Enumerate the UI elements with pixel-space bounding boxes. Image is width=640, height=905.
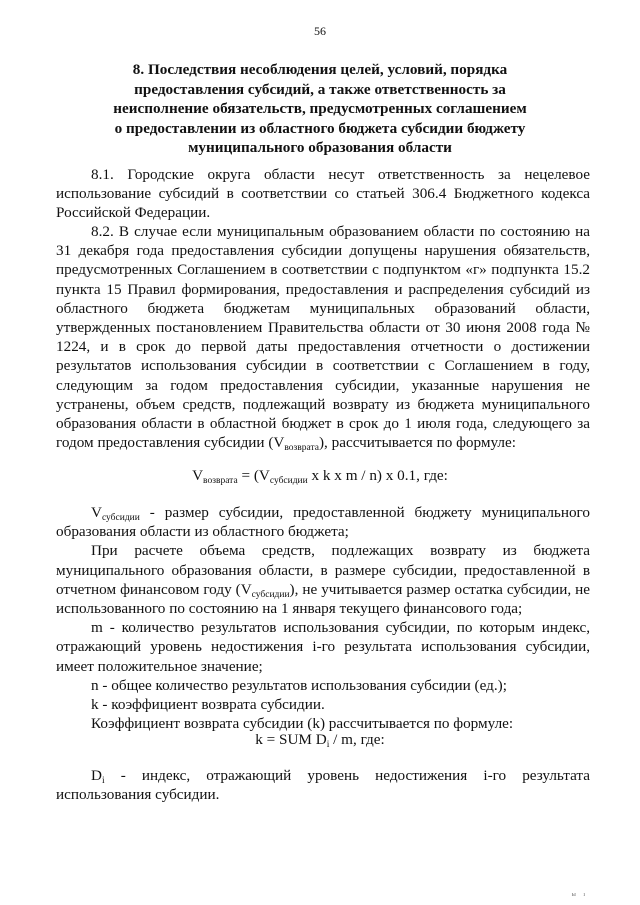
k-formula: k = SUM $D_i$ / m, где: xyxy=(255,731,385,750)
definition-d: $D_i$ - индекс, отражающий уровень недостижения i-го результата использования субсидии. xyxy=(56,767,590,804)
paragraph-8-2 xyxy=(56,222,590,452)
definition-k: k - коэффициент возврата субсидии. xyxy=(91,696,325,714)
paragraph-calculation-note: При расчете объема средств, подлежащих возврату из бюджета муниципального образования области, в размере субсидии, предоставленной в отчетном финансовом году $(V_{субсидии})$, не учитывается размер остатка субсидии, не использованного по состоянию на 1 января текущего финансового года; xyxy=(56,542,590,618)
definition-n: n - общее количество результатов использования субсидии (ед.); xyxy=(91,676,507,694)
section-heading: 8. Последствия несоблюдения целей, условий, порядка предоставления субсидий, а также ответственность за неисполнение обязательств, предусмотренных соглашением о предоставлении из областного бюджета субсидии бюджету муниципального образования области xyxy=(113,61,527,156)
paragraph-8-1-block xyxy=(56,165,590,223)
definition-m: m - количество результатов использования субсидии, по которым индекс, отражающий уровень недостижения i-го результата использования субсидии, имеет положительное значение; xyxy=(56,619,590,675)
definition-d-block xyxy=(56,766,590,804)
footer-mark: ы ı xyxy=(571,892,588,898)
paragraph-k-formula-intro: Коэффициент возврата субсидии (k) рассчитывается по формуле: xyxy=(91,715,514,733)
paragraph-8-2-block xyxy=(56,222,590,452)
paragraph-8-2-tail: ), рассчитывается по формуле: xyxy=(319,434,516,452)
page-number: 56 xyxy=(314,24,326,38)
definitions-block xyxy=(56,503,590,733)
definition-v-subsidy: $V_{субсидии}$ - размер субсидии, предоставленной бюджету муниципального образования области из областного бюджета; xyxy=(56,504,590,541)
return-formula: $V_{возврата} = (V_{субсидии}$ x k x m / n) x 0.1, где: xyxy=(192,467,448,486)
paragraph-8-1: 8.1. Городские округа области несут ответственность за нецелевое использование субсидий в соответствии со статьей 306.4 Бюджетного кодекса Российской Федерации. xyxy=(56,166,590,222)
paragraph-8-2-text: 8.2. В случае если муниципальным образованием области по состоянию на 31 декабря года предоставления субсидии допущены нарушения обязательств, предусмотренных Соглашением в соответствии с подпунктом «г» подпункта 15.2 пункта 15 Правил формирования, предоставления и распределения субсидий из областного бюджета бюджетам муниципальных образований области, утвержденных постановлением Правительства области от 30 июня 2008 года № 1224, и в срок до первой даты предоставления отчетности о достижении результатов использования субсидии в соответствии с Соглашением в году, следующим за годом предоставления субсидии, указанные нарушения не устранены, объем средств, подлежащий возврату из бюджета муниципального образования области в областной бюджет в срок до 1 июля года, следующего за годом предоставления субсидии (V xyxy=(56,223,590,452)
v-return-subscript: возврата xyxy=(284,443,319,454)
